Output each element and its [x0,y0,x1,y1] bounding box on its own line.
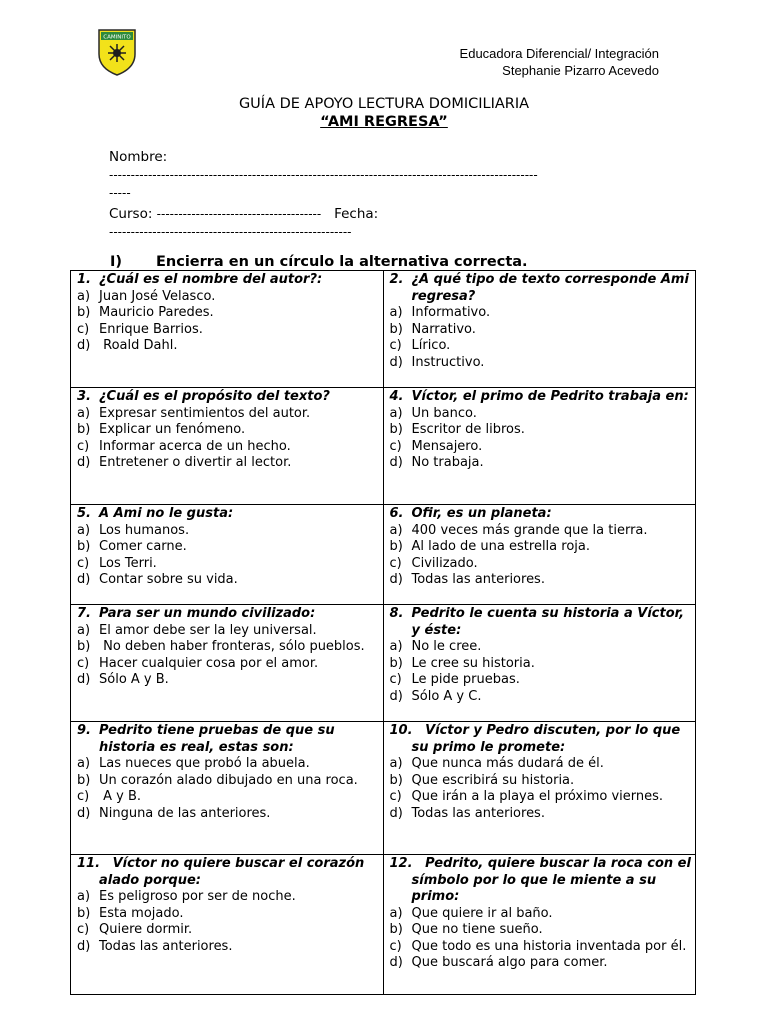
title-line2: “AMI REGRESA” [320,114,448,130]
option-letter: c) [389,438,402,454]
quiz-row [71,722,696,855]
question-label: Ofir, es un planeta: [411,506,552,521]
answer-option[interactable] [390,789,692,806]
question-text [77,606,379,623]
answer-option[interactable] [77,906,379,923]
option-letter: a) [77,622,91,638]
question-text [77,506,379,523]
question-text [77,272,379,289]
answer-option[interactable] [77,889,379,906]
answer-option[interactable] [390,539,692,556]
answer-option[interactable] [390,656,692,673]
option-letter: a) [389,305,403,320]
option-letter: b) [77,422,91,437]
answer-option[interactable] [77,439,379,456]
option-text: Entretener o divertir al lector. [99,455,292,470]
answer-option[interactable] [390,422,692,439]
question-number: 3. [77,389,91,404]
option-text: Mauricio Paredes. [99,305,214,320]
option-text: Expresar sentimientos del autor. [99,405,311,421]
option-letter: a) [77,756,91,771]
quiz-table [70,270,696,995]
option-text: Enrique Barrios. [99,321,203,337]
option-letter: a) [389,905,403,921]
option-text: No trabaja. [411,455,484,470]
option-letter: d) [77,455,91,470]
option-letter: c) [77,555,90,571]
answer-option[interactable] [390,756,692,773]
answer-option[interactable] [77,572,379,589]
option-text: Sólo A y B. [99,672,169,687]
option-letter: a) [77,288,91,304]
option-letter: c) [389,555,402,571]
option-letter: d) [389,354,403,370]
question-cell [71,855,384,995]
question-cell [71,388,384,505]
question-cell [383,722,696,855]
answer-option[interactable] [390,689,692,706]
answer-option[interactable] [390,955,692,972]
option-letter: c) [77,655,90,671]
option-text: Contar sobre su vida. [99,572,238,587]
question-text [77,723,379,756]
question-number: 6. [389,506,404,521]
author-name: Stephanie Pizarro Acevedo [502,63,659,78]
question-number: 9. [77,723,91,738]
answer-option[interactable] [77,939,379,956]
author-block [460,45,659,79]
question-cell [383,505,696,605]
question-label: Víctor y Pedro discuten, por lo que su primo le promete: [411,723,685,755]
option-text: Es peligroso por ser de noche. [99,889,296,904]
answer-option[interactable] [77,639,379,656]
option-letter: c) [389,938,402,954]
option-text: Al lado de una estrella roja. [411,539,590,554]
option-letter: d) [77,572,91,587]
question-label: A Ami no le gusta: [99,506,234,521]
option-letter: a) [77,522,91,538]
course-label: Curso: [109,206,153,222]
quiz-row [71,271,696,388]
question-cell [71,605,384,722]
option-letter: b) [77,539,91,554]
question-number: 5. [77,506,91,521]
answer-option[interactable] [390,906,692,923]
question-number: 12. [389,856,413,871]
question-label: Víctor, el primo de Pedrito trabaja en: [411,389,689,404]
quiz-row [71,388,696,505]
option-text: No deben haber fronteras, sólo pueblos. [99,639,365,654]
answer-option[interactable] [77,455,379,472]
question-cell [383,388,696,505]
option-letter: d) [389,572,403,587]
question-text [390,506,692,523]
answer-option[interactable] [77,523,379,540]
option-letter: b) [389,655,403,671]
option-letter: c) [389,789,402,804]
option-text: Instructivo. [411,354,485,370]
page-title [0,95,768,131]
question-text [77,856,379,889]
answer-option[interactable] [77,539,379,556]
question-label: ¿Cuál es el propósito del texto? [99,389,330,404]
course-date-row [109,205,669,223]
option-text: Informativo. [411,305,491,320]
option-letter: a) [389,639,403,654]
question-number: 10. [389,723,413,738]
name-line[interactable]: --------------------------------------------------------------------------------------------------- [109,168,538,182]
option-letter: b) [77,305,91,320]
answer-option[interactable] [77,806,379,823]
option-text: 400 veces más grande que la tierra. [411,522,648,538]
option-text: Que irán a la playa el próximo viernes. [411,789,664,804]
answer-option[interactable] [77,623,379,640]
question-cell [71,722,384,855]
option-letter: a) [389,405,403,421]
answer-option[interactable] [390,523,692,540]
question-text [390,272,692,305]
answer-option[interactable] [390,305,692,322]
option-text: Le pide pruebas. [411,672,520,687]
answer-option[interactable] [77,289,379,306]
option-letter: d) [389,955,403,970]
question-label: ¿A qué tipo de texto corresponde Ami regresa? [411,272,694,304]
option-text: Que buscará algo para comer. [411,955,608,970]
option-text: Le cree su historia. [411,655,535,671]
logo-text: CAMINITO [103,34,131,41]
option-letter: b) [77,905,91,921]
option-text: Todas las anteriores. [99,938,233,954]
option-text: Lírico. [411,338,451,353]
option-letter: b) [389,922,403,937]
option-letter: b) [389,772,403,788]
instruction-number: I) [110,254,123,270]
quiz-row [71,505,696,605]
option-text: Los humanos. [99,522,190,538]
option-text: Un banco. [411,405,477,421]
answer-option[interactable] [390,806,692,823]
answer-option[interactable] [77,406,379,423]
question-number: 8. [389,606,404,621]
option-text: No le cree. [411,639,482,654]
answer-option[interactable] [77,338,379,355]
question-cell [383,271,696,388]
quiz-body [71,271,696,995]
answer-option[interactable] [390,556,692,573]
option-text: Comer carne. [99,539,187,554]
answer-option[interactable] [77,922,379,939]
option-text: Todas las anteriores. [411,805,545,821]
option-text: Explicar un fenómeno. [99,422,246,437]
option-text: Escritor de libros. [411,422,525,437]
answer-option[interactable] [77,672,379,689]
option-text: Que todo es una historia inventada por él. [411,938,687,954]
answer-option[interactable] [390,322,692,339]
title-line1: GUÍA DE APOYO LECTURA DOMICILIARIA [238,96,530,112]
option-letter: d) [77,805,91,821]
course-line[interactable]: -------------------------------------- [156,207,322,221]
answer-option[interactable] [390,939,692,956]
answer-option[interactable] [77,556,379,573]
option-letter: a) [77,405,91,421]
question-cell [383,605,696,722]
option-letter: c) [389,672,402,687]
question-number: 4. [389,389,404,404]
option-text: Que escribirá su historia. [411,772,575,788]
student-form [109,148,669,241]
quiz-row [71,855,696,995]
option-text: Juan José Velasco. [99,288,216,304]
instruction-text: Encierra en un círculo la alternativa correcta. [156,254,528,270]
quiz-row [71,605,696,722]
option-letter: c) [77,789,90,804]
option-text: Civilizado. [411,555,478,571]
answer-option[interactable] [77,305,379,322]
option-text: Informar acerca de un hecho. [99,438,291,454]
school-logo [97,28,137,76]
question-text [389,856,696,906]
answer-option[interactable] [77,422,379,439]
option-letter: a) [389,522,403,538]
option-letter: c) [77,321,90,337]
option-letter: b) [389,539,403,554]
answer-option[interactable] [77,756,379,773]
question-label: Pedrito le cuenta su historia a Víctor, y éste: [411,606,689,638]
option-text: A y B. [99,789,142,804]
option-text: Esta mojado. [99,905,184,921]
option-letter: d) [389,455,403,470]
answer-option[interactable] [390,338,692,355]
answer-option[interactable] [390,439,692,456]
option-text: Narrativo. [411,321,476,337]
question-label: ¿Cuál es el nombre del autor?: [99,272,323,287]
option-text: Las nueces que probó la abuela. [99,756,310,771]
option-letter: b) [389,321,403,337]
answer-option[interactable] [390,455,692,472]
answer-option[interactable] [390,922,692,939]
answer-option[interactable] [77,773,379,790]
date-label: Fecha: [334,206,379,222]
option-letter: d) [77,938,91,954]
answer-option[interactable] [77,789,379,806]
question-cell [383,855,696,995]
answer-option[interactable] [390,355,692,372]
author-role: Educadora Diferencial/ Integración [459,46,659,61]
question-cell [71,271,384,388]
name-line-cont[interactable]: ----- [109,186,131,200]
question-label: Víctor no quiere buscar el corazón alado porque: [99,856,369,888]
option-text: Sólo A y C. [411,688,482,704]
option-letter: c) [77,922,90,937]
instruction [110,254,528,270]
option-letter: d) [77,338,91,353]
option-text: Un corazón alado dibujado en una roca. [99,772,358,788]
option-letter: c) [77,438,90,454]
answer-option[interactable] [390,406,692,423]
option-text: Que no tiene sueño. [411,922,543,937]
answer-option[interactable] [390,672,692,689]
name-label: Nombre: [109,149,168,165]
question-text [390,389,692,406]
question-text [390,723,692,756]
answer-option[interactable] [77,322,379,339]
option-text: Ninguna de las anteriores. [99,805,271,821]
option-text: El amor debe ser la ley universal. [99,622,317,638]
question-number: 2. [389,272,404,287]
option-text: Quiere dormir. [99,922,193,937]
answer-option[interactable] [390,639,692,656]
question-cell [71,505,384,605]
option-letter: b) [77,772,91,788]
option-text: Roald Dahl. [99,338,178,353]
question-text [77,389,379,406]
option-letter: b) [389,422,403,437]
question-label: Para ser un mundo civilizado: [99,606,316,621]
option-letter: d) [389,805,403,821]
date-line[interactable]: -------------------------------------------------------- [109,225,352,239]
question-label: Pedrito tiene pruebas de que su historia es real, estas son: [99,723,340,755]
question-text [390,606,692,639]
option-letter: d) [389,688,403,704]
question-number: 11. [77,856,101,871]
option-letter: a) [77,889,91,904]
option-letter: a) [389,756,403,771]
question-number: 7. [77,606,91,621]
question-number: 1. [77,272,91,287]
option-letter: d) [77,672,91,687]
option-text: Que nunca más dudará de él. [411,756,604,771]
answer-option[interactable] [77,656,379,673]
option-text: Todas las anteriores. [411,572,545,587]
option-letter: b) [77,639,91,654]
option-letter: c) [389,338,402,353]
answer-option[interactable] [390,773,692,790]
option-text: Mensajero. [411,438,483,454]
question-label: Pedrito, quiere buscar la roca con el símbolo por lo que le miente a su primo: [411,856,696,904]
answer-option[interactable] [390,572,692,589]
option-text: Hacer cualquier cosa por el amor. [99,655,319,671]
option-text: Los Terri. [99,555,157,571]
option-text: Que quiere ir al baño. [411,905,553,921]
